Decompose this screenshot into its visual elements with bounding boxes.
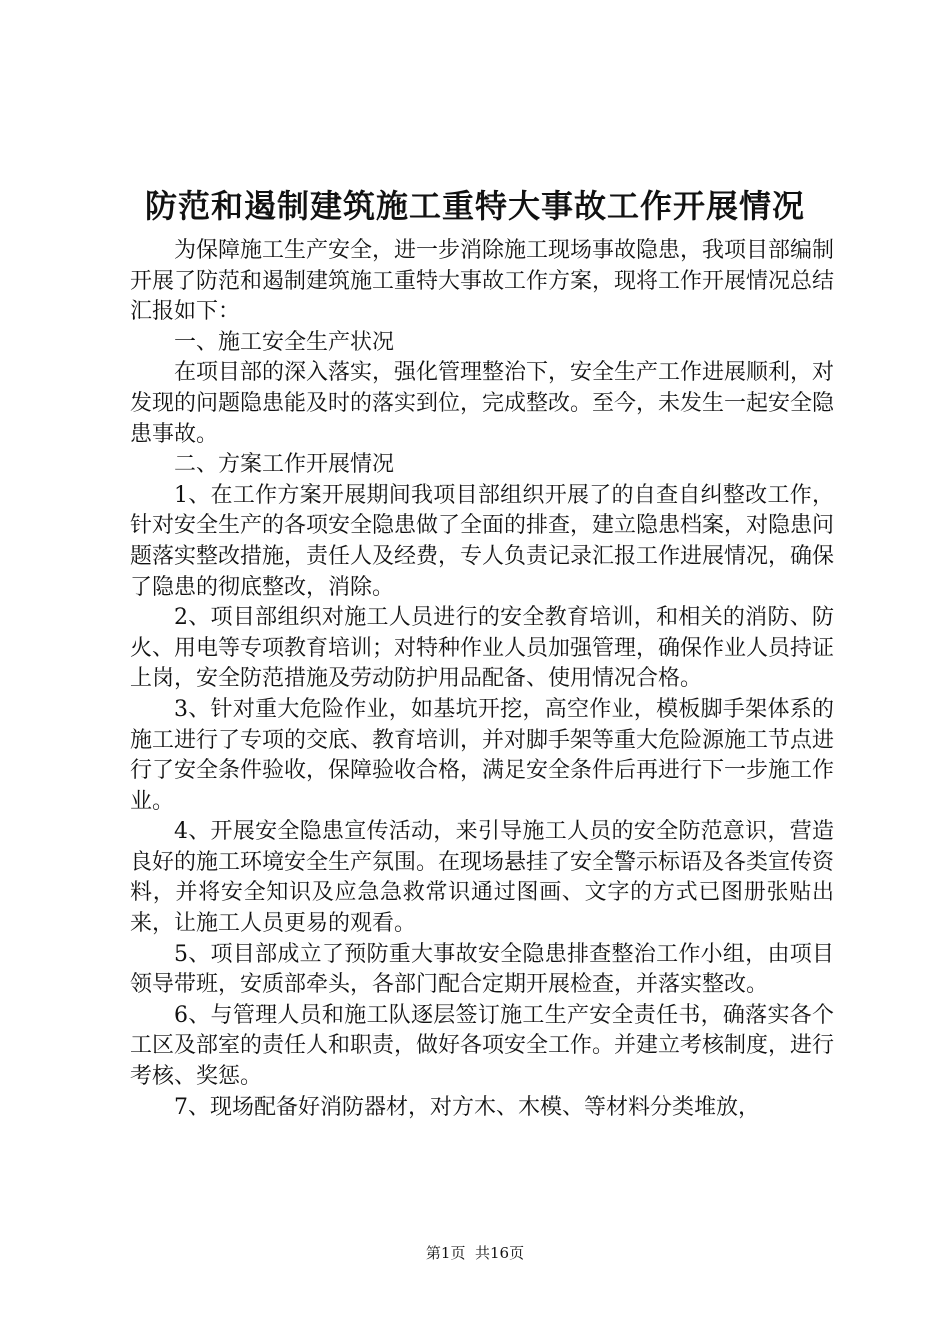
footer-separator: [465, 1244, 475, 1262]
document-title: 防范和遏制建筑施工重特大事故工作开展情况: [144, 187, 805, 225]
item-2-paragraph: 2、项目部组织对施工人员进行的安全教育培训，和相关的消防、防火、用电等专项教育培训；对特种作业人员加强管理，确保作业人员持证上岗，安全防范措施及劳动防护用品配备、使用情况合格。: [130, 605, 835, 692]
item-3-paragraph: 3、针对重大危险作业，如基坑开挖，高空作业，模板脚手架体系的施工进行了专项的交底、教育培训，并对脚手架等重大危险源施工节点进行了安全条件验收，保障验收合格，满足安全条件后再进行下一步施工作业。: [130, 696, 835, 814]
intro-paragraph: 为保障施工生产安全，进一步消除施工现场事故隐患，我项目部编制开展了防范和遏制建筑施工重特大事故工作方案，现将工作开展情况总结汇报如下：: [130, 238, 835, 325]
page-number: 第1页: [425, 1244, 466, 1262]
document-body: [130, 236, 834, 1123]
page-total: 共16页: [475, 1244, 525, 1262]
section-heading-2: 二、方案工作开展情况: [174, 452, 395, 478]
page-footer: [0, 1243, 950, 1263]
item-6-paragraph: 6、与管理人员和施工队逐层签订施工生产安全责任书，确落实各个工区及部室的责任人和职责，做好各项安全工作。并建立考核制度，进行考核、奖惩。: [130, 1002, 835, 1090]
item-5-paragraph: 5、项目部成立了预防重大事故安全隐患排查整治工作小组，由项目领导带班，安质部牵头，各部门配合定期开展检查，并落实整改。: [130, 941, 834, 998]
item-4-paragraph: 4、开展安全隐患宣传活动，来引导施工人员的安全防范意识，营造良好的施工环境安全生产氛围。在现场悬挂了安全警示标语及各类宣传资料，并将安全知识及应急急救常识通过图画、文字的方式已图册张贴出来，让施工人员更易的观看。: [130, 819, 835, 937]
section-1-paragraph: 在项目部的深入落实，强化管理整治下，安全生产工作进展顺利，对发现的问题隐患能及时的落实到位，完成整改。至今，未发生一起安全隐患事故。: [130, 360, 835, 447]
section-heading-1: 一、施工安全生产状况: [174, 329, 395, 355]
item-1-paragraph: 1、在工作方案开展期间我项目部组织开展了的自查自纠整改工作，针对安全生产的各项安全隐患做了全面的排查，建立隐患档案，对隐患问题落实整改措施，责任人及经费，专人负责记录汇报工作进展情况，确保了隐患的彻底整改，消除。: [130, 482, 835, 600]
item-7-paragraph: 7、现场配备好消防器材，对方木、木模、等材料分类堆放，: [174, 1094, 760, 1120]
